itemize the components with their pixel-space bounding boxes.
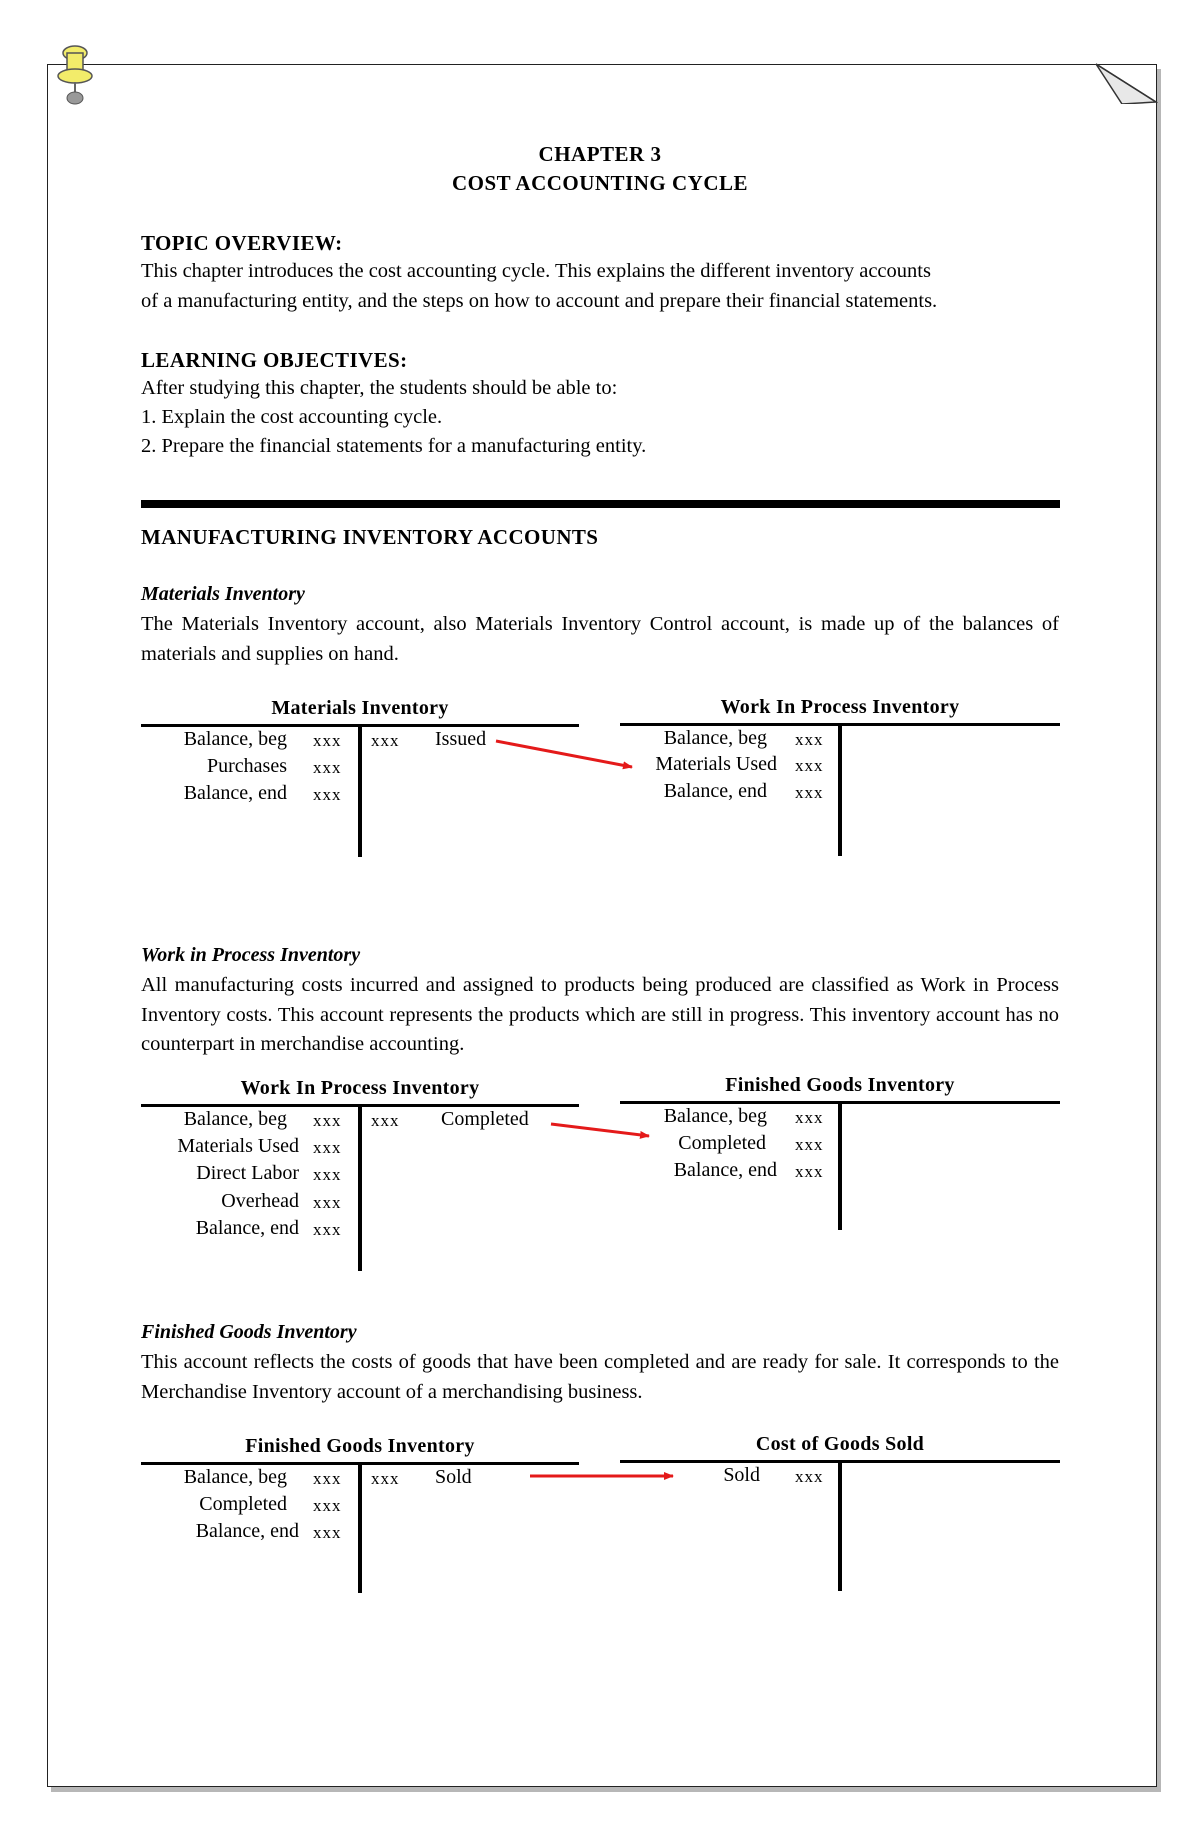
folded-corner-icon <box>1094 62 1158 104</box>
learning-objectives-heading: LEARNING OBJECTIVES: <box>141 348 408 372</box>
debit-value: xxx <box>313 1111 342 1130</box>
debit-label: Balance, beg <box>663 727 767 749</box>
fg-paragraph: This account reflects the costs of goods that have been completed and are ready for sale. It corresponds to the Merchandise Inventory account of a merchandising business. <box>141 1351 1059 1403</box>
debit-value: xxx <box>795 730 824 749</box>
section-divider <box>141 500 1060 508</box>
debit-value: xxx <box>313 1220 342 1239</box>
debit-value: xxx <box>795 1467 824 1486</box>
chapter-title: COST ACCOUNTING CYCLE <box>452 171 748 195</box>
credit-value: xxx <box>371 1469 400 1488</box>
debit-label: Balance, beg <box>183 1108 287 1130</box>
debit-value: xxx <box>795 783 824 802</box>
t-account-finished-goods <box>620 1074 1060 1234</box>
topic-overview-heading: TOPIC OVERVIEW: <box>141 231 343 255</box>
t-account-cost-of-goods-sold <box>620 1433 1060 1593</box>
fg-subhead: Finished Goods Inventory <box>141 1321 357 1343</box>
debit-value: xxx <box>313 1523 342 1542</box>
debit-label: Purchases <box>207 755 287 777</box>
debit-label: Completed <box>678 1132 766 1154</box>
debit-value: xxx <box>313 731 342 750</box>
materials-subhead: Materials Inventory <box>141 583 305 605</box>
t-account-title: Work In Process Inventory <box>240 1077 480 1099</box>
debit-value: xxx <box>795 756 824 775</box>
debit-value: xxx <box>313 1193 342 1212</box>
t-account-divider <box>838 1102 842 1230</box>
credit-label: Completed <box>441 1108 529 1130</box>
debit-value: xxx <box>313 1469 342 1488</box>
debit-label: Sold <box>723 1464 760 1486</box>
credit-value: xxx <box>371 731 400 750</box>
debit-label: Balance, end <box>183 782 287 804</box>
debit-label: Balance, beg <box>183 728 287 750</box>
debit-value: xxx <box>795 1162 824 1181</box>
debit-label: Balance, end <box>195 1520 299 1542</box>
debit-label: Balance, end <box>673 1159 777 1181</box>
credit-label: Issued <box>435 728 487 750</box>
pushpin-icon <box>52 44 98 106</box>
section-heading: MANUFACTURING INVENTORY ACCOUNTS <box>141 525 599 549</box>
t-account-title: Materials Inventory <box>271 697 449 719</box>
debit-label: Materials Used <box>655 753 777 775</box>
wip-paragraph: All manufacturing costs incurred and assigned to products being produced are classified as Work in Process Inventory costs. This account represents the products which are still in progress. This inventory account has no counterpart in merchandise accounting. <box>141 974 1059 1055</box>
debit-label: Completed <box>199 1493 287 1515</box>
debit-value: xxx <box>313 758 342 777</box>
debit-label: Direct Labor <box>196 1162 299 1184</box>
topic-overview-line-2: of a manufacturing entity, and the steps on how to account and prepare their financial statements. <box>141 290 938 312</box>
objective-item: 1. Explain the cost accounting cycle. <box>141 406 443 428</box>
wip-subhead: Work in Process Inventory <box>141 944 361 966</box>
debit-value: xxx <box>313 785 342 804</box>
debit-value: xxx <box>795 1108 824 1127</box>
debit-value: xxx <box>313 1165 342 1184</box>
t-account-work-in-process <box>620 696 1060 856</box>
t-account-divider <box>358 1463 362 1593</box>
credit-value: xxx <box>371 1111 400 1130</box>
t-account-finished-goods <box>141 1435 579 1595</box>
debit-label: Balance, end <box>195 1217 299 1239</box>
t-account-divider <box>358 1105 362 1271</box>
t-account-materials-inventory <box>141 697 579 857</box>
t-account-title: Cost of Goods Sold <box>755 1433 925 1455</box>
debit-value: xxx <box>313 1138 342 1157</box>
debit-label: Materials Used <box>177 1135 299 1157</box>
t-account-title: Finished Goods Inventory <box>725 1074 955 1096</box>
topic-overview-line-1: This chapter introduces the cost accounting cycle. This explains the different inventory accounts <box>141 260 931 282</box>
debit-value: xxx <box>795 1135 824 1154</box>
debit-label: Balance, end <box>663 780 767 802</box>
t-account-divider <box>838 1461 842 1591</box>
objective-item: 2. Prepare the financial statements for a manufacturing entity. <box>141 435 647 457</box>
debit-label: Balance, beg <box>663 1105 767 1127</box>
t-account-work-in-process <box>141 1077 579 1273</box>
t-account-title: Finished Goods Inventory <box>245 1435 475 1457</box>
materials-paragraph: The Materials Inventory account, also Materials Inventory Control account, is made up of the balances of materials and supplies on hand. <box>141 613 1059 665</box>
chapter-number: CHAPTER 3 <box>538 142 662 166</box>
debit-label: Balance, beg <box>183 1466 287 1488</box>
t-account-divider <box>358 725 362 857</box>
credit-label: Sold <box>435 1466 472 1488</box>
t-account-title: Work In Process Inventory <box>720 696 960 718</box>
debit-label: Overhead <box>221 1190 299 1212</box>
t-account-divider <box>838 724 842 856</box>
debit-value: xxx <box>313 1496 342 1515</box>
learning-objectives-intro: After studying this chapter, the students should be able to: <box>141 377 618 399</box>
